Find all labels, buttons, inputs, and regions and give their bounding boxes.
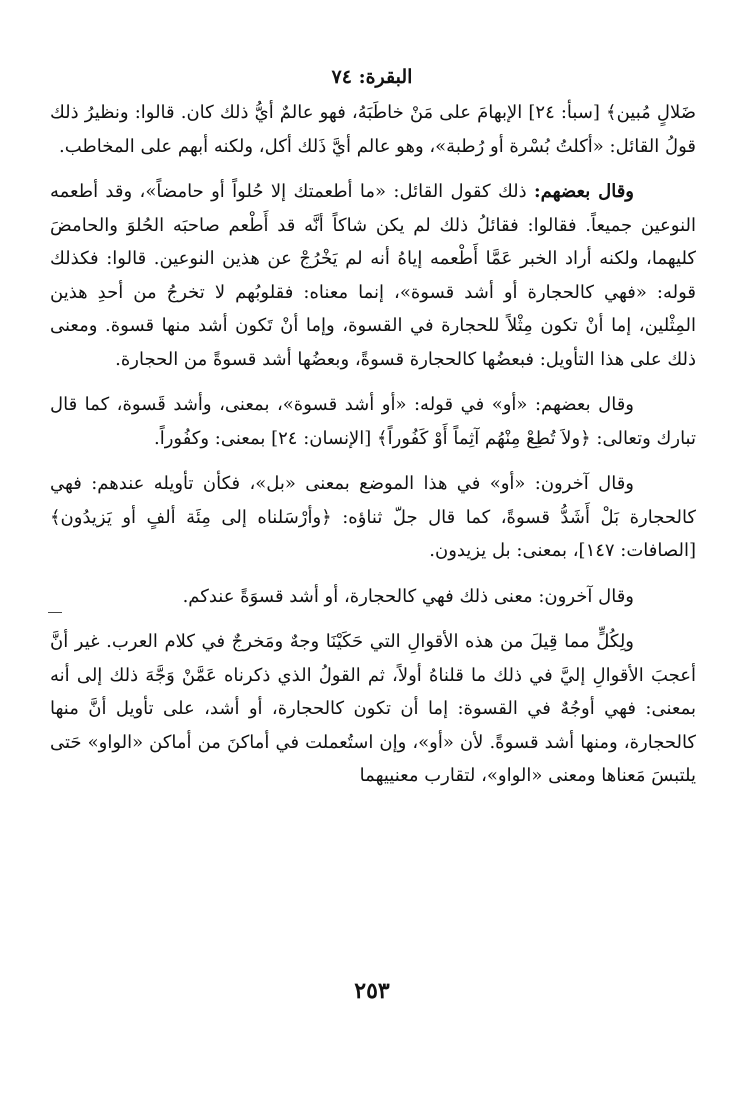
paragraph-4: وقال آخرون: «أو» في هذا الموضع بمعنى «بل»، فكأن تأويله عندهم: فهي كالحجارة بَلْ أَشَدُّ قسوةً، كما قال جلّ ثناؤه: ﴿وأرْسَلناه إلى مِئَة ألفٍ أو يَزيدُون﴾ [الصافات: ١٤٧]، بمعنى: بل يزيدون. xyxy=(50,473,696,561)
paragraph-2 xyxy=(50,175,696,376)
body-text xyxy=(50,96,696,793)
page-header: البقرة: ٧٤ xyxy=(331,66,413,88)
paragraph-3: وقال بعضهم: «أو» في قوله: «أو أشد قسوة»، بمعنى، وأشد قَسوة، كما قال تبارك وتعالى: ﴿ولاَ تُطِعْ مِنْهُم آثِماً أَوْ كَفُوراً﴾ [الإنسان: ٢٤] بمعنى: وكفُوراً. xyxy=(50,394,696,449)
margin-mark xyxy=(48,612,62,613)
paragraph-5: وقال آخرون: معنى ذلك فهي كالحجارة، أو أشد قسوَةً عندكم. xyxy=(182,585,634,607)
paragraph-text: ذلك كقول القائل: «ما أطعمتك إلا حُلواً أو حامضاً»، وقد أطعمه النوعين جميعاً. فقالوا: فقائلُ ذلك لم يكن شاكاً أنَّه قد أَطْعم صاحبَه الحُلوَ والحامضَ كليهما، ولكنه أراد الخبر عَمَّا أَطْعمه إياهُ أنه لم يَخْرُجْ عن هذين النوعين. قالوا: فكذلك قوله: «فهي كالحجارة أو أشد قسوة»، إنما معناه: فقلوبُهم لا تخرجُ من أحدِ هذين المِثْلين، إما أنْ تكون مِثْلاً للحجارة في القسوة، وإما أنْ تَكون أشد منها قسوة. ومعنى ذلك على هذا التأويل: فبعضُها كالحجارة قسوةً، وبعضُها أشد قسوةً من الحجارة. xyxy=(50,181,696,370)
paragraph-1: ضَلالٍ مُبين﴾ [سبأ: ٢٤] الإبهامَ على مَنْ خاطَبَهُ، فهو عالمٌ أيُّ ذلك كان. قالوا: ونظيرُ ذلك قولُ القائل: «أكلتُ بُسْرة أو رُطبة»، وهو عالم أيَّ ذَلك أكل، ولكنه أبهم على المخاطب. xyxy=(50,102,696,157)
paragraph-6: ولِكُلٍّ مما قِيلَ من هذه الأقوالِ التي حَكَيْنَا وجهٌ ومَخرجٌ في كلام العرب. غير أنَّ أعجبَ الأقوالِ إليَّ في ذلك ما قلناهُ أولاً، ثم القولُ الذي ذكرناه عَمَّنْ وَجَّهَ ذلك إلى أنه بمعنى: فهي أوجُهٌ في القسوة: إما أن تكون كالحجارة، أو أشد، على تأويل أنَّ منها كالحجارة، ومنها أشد قسوةً. لأن «أو»، وإن استُعملت في أماكنَ من أماكن «الواو» حَتى يلتبسَ مَعناها ومعنى «الواو»، لتقارب معنييهما xyxy=(50,631,696,786)
paragraph-lead: وقال بعضهم: xyxy=(534,181,634,202)
page-number: ٢٥٣ xyxy=(354,978,390,1004)
